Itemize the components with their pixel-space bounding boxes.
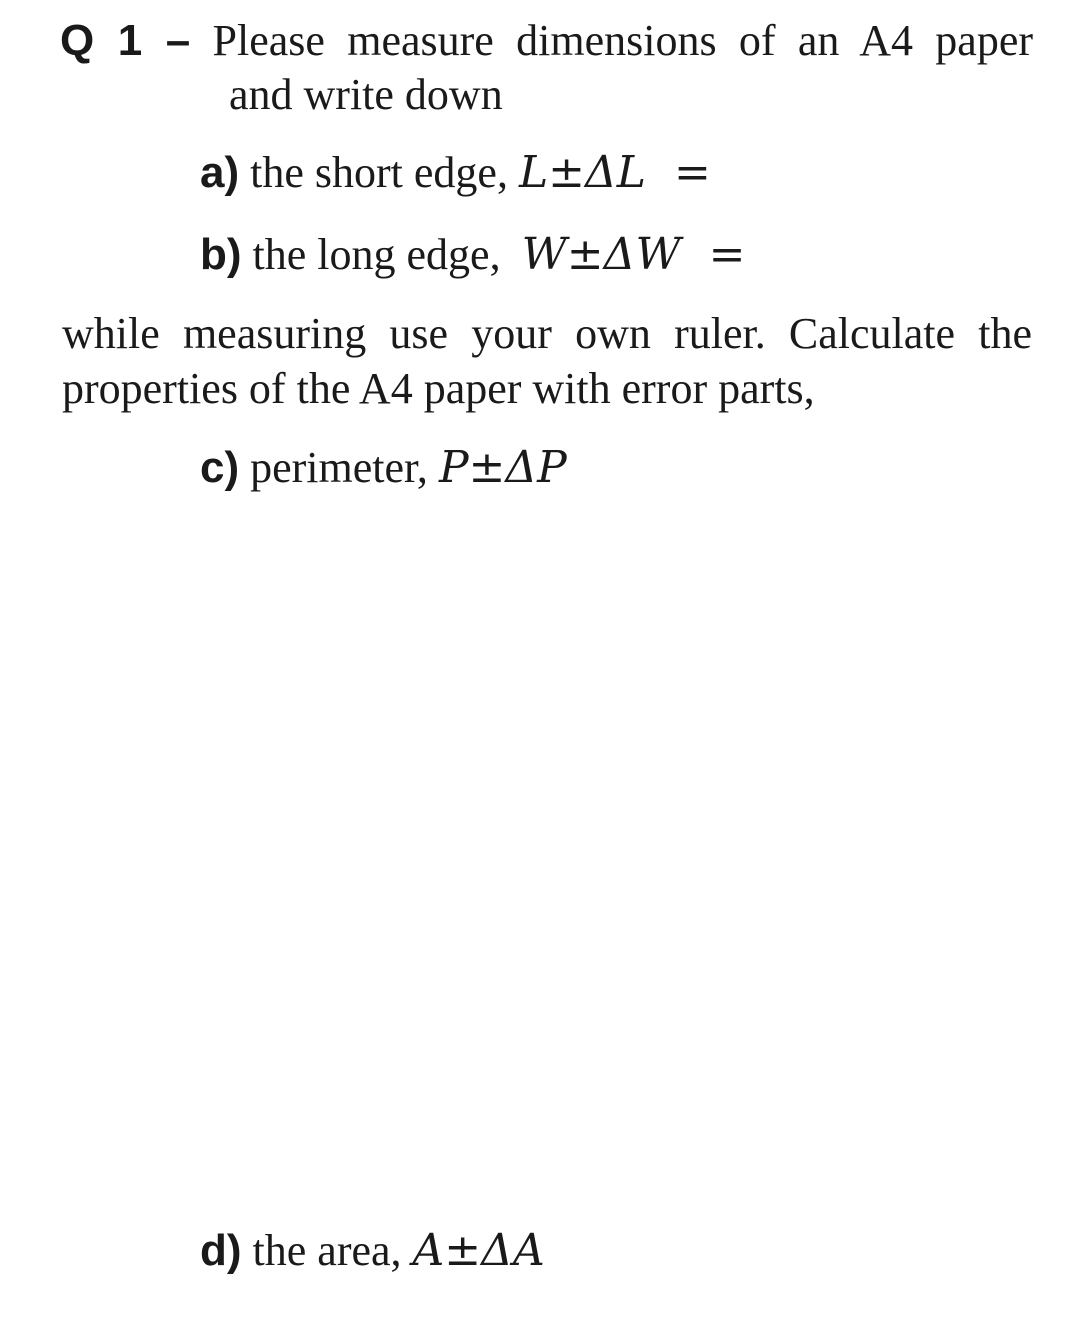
- item-a-text: the short edge,: [250, 148, 508, 197]
- item-d: [200, 1224, 545, 1278]
- item-b-text: the long edge,: [252, 230, 501, 279]
- question-number: Q 1 –: [60, 16, 191, 65]
- question-heading: [60, 14, 1033, 68]
- item-d-math: A±ΔA: [412, 1225, 545, 1276]
- item-b-math: W±ΔW: [521, 229, 681, 280]
- item-a-equals: =: [674, 147, 711, 198]
- item-c-label: c): [200, 443, 240, 492]
- item-a: [200, 146, 711, 200]
- item-d-label: d): [200, 1226, 242, 1275]
- item-a-label: a): [200, 148, 240, 197]
- item-c-math: P±ΔP: [438, 442, 567, 493]
- question-line-2: and write down: [229, 70, 503, 119]
- instruction-line-1: while measuring use your own ruler. Calculate the: [62, 309, 1032, 358]
- item-b-equals: =: [708, 229, 746, 280]
- item-d-text: the area,: [252, 1226, 402, 1275]
- item-b: [200, 228, 746, 282]
- item-c-text: perimeter,: [250, 443, 428, 492]
- question-line-1: Please measure dimensions of an A4 paper: [212, 16, 1034, 65]
- instruction-line-2: properties of the A4 paper with error parts,: [62, 364, 815, 413]
- item-a-math: L±ΔL: [518, 147, 647, 198]
- item-b-label: b): [200, 230, 242, 279]
- item-c: [200, 441, 567, 495]
